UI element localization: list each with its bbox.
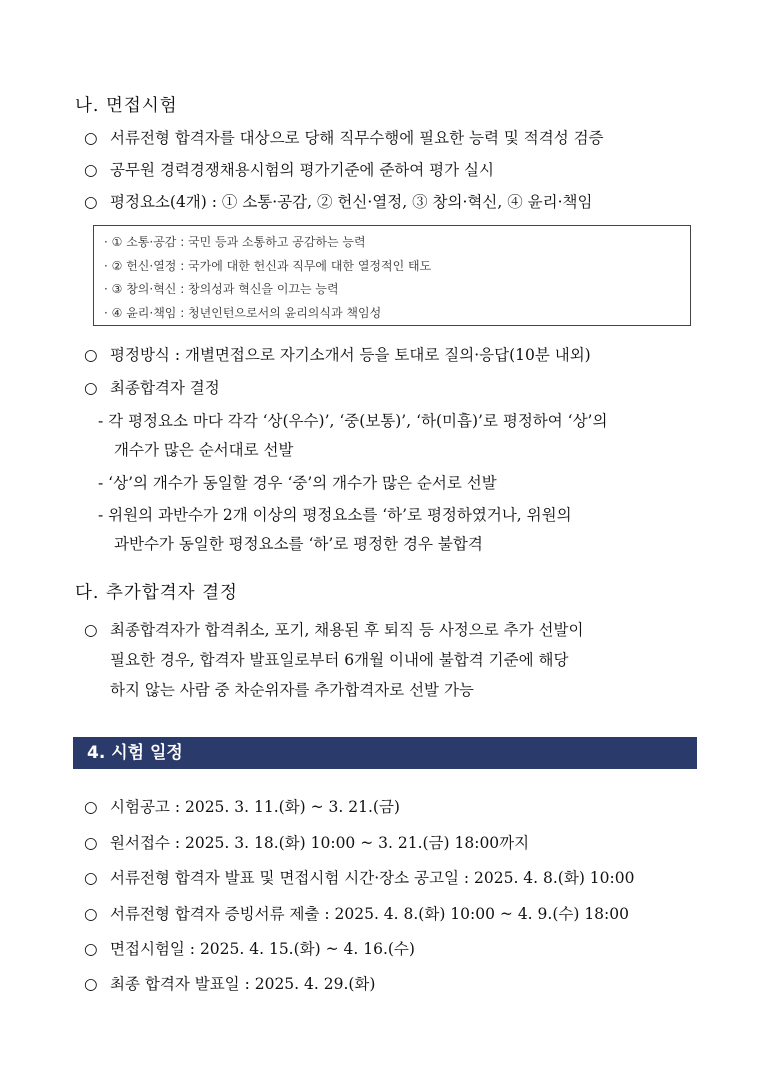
section-title-bar: 4. 시험 일정 [73,737,697,769]
rule-line: 과반수가 동일한 평정요소를 ‘하’로 평정한 경우 불합격 [114,535,483,553]
schedule-text: 서류전형 합격자 발표 및 면접시험 시간·장소 공고일 : 2025. 4. 8.(화) 10:00 [110,869,635,887]
schedule-item [84,831,529,853]
criteria-box [93,225,691,326]
circle-bullet-icon: ○ [84,346,98,364]
list-item [84,190,592,212]
circle-bullet-icon: ○ [84,975,98,993]
list-item [84,158,494,180]
bullet-text: 최종합격자 결정 [110,379,220,397]
schedule-item [84,795,400,817]
list-item [84,376,220,398]
schedule-text: 면접시험일 : 2025. 4. 15.(화) ~ 4. 16.(수) [110,940,415,958]
bullet-text: 공무원 경력경쟁채용시험의 평가기준에 준하여 평가 실시 [110,161,494,179]
list-item [84,126,604,148]
circle-bullet-icon: ○ [84,834,98,852]
schedule-text: 원서접수 : 2025. 3. 18.(화) 10:00 ~ 3. 21.(금) 18:00까지 [110,834,530,852]
list-item [84,343,591,365]
circle-bullet-icon: ○ [84,940,98,958]
circle-bullet-icon: ○ [84,798,98,816]
criteria-item: · ② 헌신·열정 : 국가에 대한 헌신과 직무에 대한 열정적인 태도 [104,258,432,273]
bullet-text: 서류전형 합격자를 대상으로 당해 직무수행에 필요한 능력 및 적격성 검증 [110,129,604,147]
schedule-item [84,972,375,994]
circle-bullet-icon: ○ [84,379,98,397]
criteria-item: · ④ 윤리·책임 : 청년인턴으로서의 윤리의식과 책임성 [104,305,382,320]
section-heading-interview: 나. 면접시험 [75,96,178,116]
schedule-text: 서류전형 합격자 증빙서류 제출 : 2025. 4. 8.(화) 10:00 ~ 4. 9.(수) 18:00 [110,905,629,923]
schedule-item [84,902,629,924]
rule-line: - 위원의 과반수가 2개 이상의 평정요소를 ‘하’로 평정하였거나, 위원의 [98,506,572,524]
circle-bullet-icon: ○ [84,161,98,179]
schedule-text: 시험공고 : 2025. 3. 11.(화) ~ 3. 21.(금) [110,798,400,816]
schedule-text: 최종 합격자 발표일 : 2025. 4. 29.(화) [110,975,376,993]
circle-bullet-icon: ○ [84,129,98,147]
circle-bullet-icon: ○ [84,905,98,923]
bullet-text: 평정요소(4개) : ① 소통·공감, ② 헌신·열정, ③ 창의·혁신, ④ 윤리·책임 [110,193,593,211]
section-heading-additional: 다. 추가합격자 결정 [75,583,238,603]
bullet-text: 평정방식 : 개별면접으로 자기소개서 등을 토대로 질의·응답(10분 내외) [110,346,591,364]
circle-bullet-icon: ○ [84,621,98,639]
list-item [84,618,583,640]
schedule-item [84,937,415,959]
bullet-text: 최종합격자가 합격취소, 포기, 채용된 후 퇴직 등 사정으로 추가 선발이 [110,621,584,639]
criteria-item: · ① 소통·공감 : 국민 등과 소통하고 공감하는 능력 [104,235,366,249]
schedule-item [84,866,634,888]
rule-line: - ‘상’의 개수가 동일할 경우 ‘중’의 개수가 많은 순서로 선발 [98,474,497,492]
circle-bullet-icon: ○ [84,869,98,887]
criteria-item: · ③ 창의·혁신 : 창의성과 혁신을 이끄는 능력 [104,282,339,296]
paragraph-line: 하지 않는 사람 중 차순위자를 추가합격자로 선발 가능 [110,681,474,699]
rule-line: - 각 평정요소 마다 각각 ‘상(우수)’, ‘중(보통)’, ‘하(미흡)’로 평정하여 ‘상’의 [98,412,608,430]
rule-line: 개수가 많은 순서대로 선발 [114,441,294,459]
circle-bullet-icon: ○ [84,193,98,211]
paragraph-line: 필요한 경우, 합격자 발표일로부터 6개월 이내에 불합격 기준에 해당 [110,651,569,669]
